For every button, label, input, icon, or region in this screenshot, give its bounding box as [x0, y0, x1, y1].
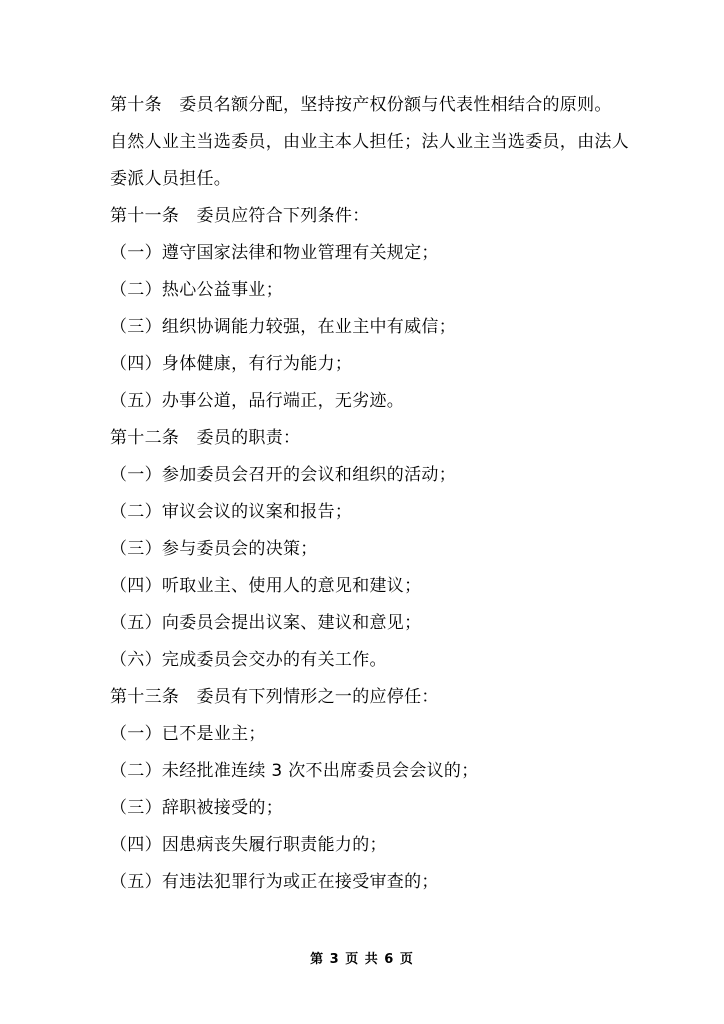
- article-12-heading: 第十二条 委员的职责：: [110, 428, 301, 448]
- page-number-footer: 第 3 页 共 6 页: [310, 952, 414, 967]
- article-11-item-3: （三）组织协调能力较强，在业主中有威信；: [110, 317, 456, 337]
- article-10-text-continued: 自然人业主当选委员，由业主本人担任；法人业主当选委员，由法人: [110, 132, 629, 152]
- article-12-item-6: （六）完成委员会交办的有关工作。: [110, 650, 387, 670]
- article-11-item-4: （四）身体健康，有行为能力；: [110, 354, 353, 374]
- article-12-item-4: （四）听取业主、使用人的意见和建议；: [110, 576, 422, 596]
- article-11-item-1: （一）遵守国家法律和物业管理有关规定；: [110, 243, 439, 263]
- article-12-item-2: （二）审议会议的议案和报告；: [110, 502, 353, 522]
- article-13-item-4: （四）因患病丧失履行职责能力的；: [110, 835, 387, 855]
- article-10-text-end: 委派人员担任。: [110, 169, 232, 189]
- article-13-heading: 第十三条 委员有下列情形之一的应停任：: [110, 687, 439, 707]
- article-11-item-2: （二）热心公益事业；: [110, 280, 283, 300]
- article-13-item-5: （五）有违法犯罪行为或正在接受审查的；: [110, 872, 439, 892]
- article-13-item-3: （三）辞职被接受的；: [110, 798, 283, 818]
- article-13-item-1: （一）已不是业主；: [110, 724, 266, 744]
- article-10-text: 第十条 委员名额分配，坚持按产权份额与代表性相结合的原则。: [110, 95, 612, 115]
- article-12-item-3: （三）参与委员会的决策；: [110, 539, 318, 559]
- article-12-item-5: （五）向委员会提出议案、建议和意见；: [110, 613, 422, 633]
- article-11-item-5: （五）办事公道，品行端正，无劣迹。: [110, 391, 405, 411]
- article-12-item-1: （一）参加委员会召开的会议和组织的活动；: [110, 465, 456, 485]
- article-11-heading: 第十一条 委员应符合下列条件：: [110, 206, 370, 226]
- article-13-item-2: （二）未经批准连续 3 次不出席委员会会议的；: [110, 761, 479, 781]
- document-body: [110, 87, 650, 901]
